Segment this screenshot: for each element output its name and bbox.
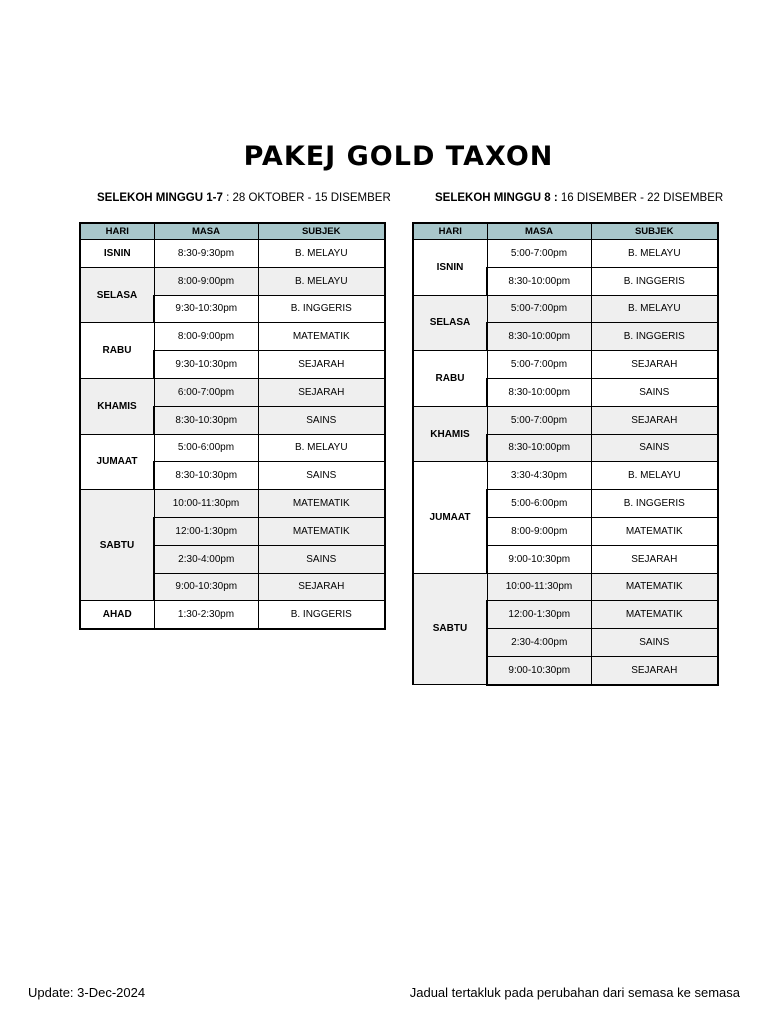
- left-schedule-table: [79, 222, 386, 630]
- page-title: PAKEJ GOLD TAXON: [243, 141, 554, 172]
- time-cell: 8:30-10:00pm: [487, 323, 591, 351]
- time-cell: 5:00-6:00pm: [154, 434, 258, 462]
- table-row: [413, 462, 718, 490]
- time-cell: 2:30-4:00pm: [487, 629, 591, 657]
- day-cell: RABU: [80, 323, 154, 379]
- subject-cell: B. MELAYU: [591, 295, 718, 323]
- header-hari: HARI: [80, 223, 154, 240]
- time-cell: 9:00-10:30pm: [154, 573, 258, 601]
- table-row: [80, 490, 385, 518]
- subject-cell: B. MELAYU: [258, 240, 385, 268]
- time-cell: 5:00-7:00pm: [487, 295, 591, 323]
- time-cell: 8:00-9:00pm: [154, 267, 258, 295]
- time-cell: 10:00-11:30pm: [487, 573, 591, 601]
- subject-cell: SEJARAH: [258, 351, 385, 379]
- table-row: [413, 406, 718, 434]
- day-cell: SABTU: [413, 573, 487, 685]
- header-hari: HARI: [413, 223, 487, 240]
- header-masa: MASA: [487, 223, 591, 240]
- subject-cell: B. MELAYU: [258, 267, 385, 295]
- time-cell: 5:00-7:00pm: [487, 351, 591, 379]
- subject-cell: MATEMATIK: [591, 601, 718, 629]
- time-cell: 10:00-11:30pm: [154, 490, 258, 518]
- time-cell: 8:30-10:00pm: [487, 378, 591, 406]
- day-cell: JUMAAT: [80, 434, 154, 490]
- time-cell: 12:00-1:30pm: [154, 517, 258, 545]
- table-row: [80, 434, 385, 462]
- subject-cell: SEJARAH: [591, 656, 718, 684]
- left-heading-dates: : 28 OKTOBER - 15 DISEMBER: [222, 192, 391, 204]
- table-header-row: [80, 223, 385, 240]
- subject-cell: MATEMATIK: [591, 517, 718, 545]
- time-cell: 8:30-10:00pm: [487, 434, 591, 462]
- time-cell: 5:00-7:00pm: [487, 240, 591, 268]
- subject-cell: SEJARAH: [591, 406, 718, 434]
- subject-cell: B. INGGERIS: [591, 490, 718, 518]
- time-cell: 9:00-10:30pm: [487, 656, 591, 684]
- header-subjek: SUBJEK: [591, 223, 718, 240]
- day-cell: RABU: [413, 351, 487, 407]
- day-cell: JUMAAT: [413, 462, 487, 573]
- subject-cell: B. INGGERIS: [258, 601, 385, 629]
- time-cell: 9:30-10:30pm: [154, 295, 258, 323]
- left-schedule-heading: [97, 192, 391, 204]
- day-cell: KHAMIS: [80, 378, 154, 434]
- time-cell: 5:00-7:00pm: [487, 406, 591, 434]
- table-row: [413, 240, 718, 268]
- day-cell: ISNIN: [80, 240, 154, 268]
- subject-cell: SAINS: [591, 434, 718, 462]
- header-masa: MASA: [154, 223, 258, 240]
- table-header-row: [413, 223, 718, 240]
- subject-cell: SAINS: [591, 629, 718, 657]
- subject-cell: SAINS: [258, 545, 385, 573]
- subject-cell: SAINS: [258, 406, 385, 434]
- time-cell: 8:00-9:00pm: [487, 517, 591, 545]
- schedule-disclaimer: Jadual tertakluk pada perubahan dari semasa ke semasa: [409, 985, 740, 1000]
- table-row: [80, 601, 385, 629]
- time-cell: 3:30-4:30pm: [487, 462, 591, 490]
- time-cell: 9:30-10:30pm: [154, 351, 258, 379]
- day-cell: SABTU: [80, 490, 154, 601]
- time-cell: 8:30-10:30pm: [154, 462, 258, 490]
- table-row: [80, 378, 385, 406]
- day-cell: KHAMIS: [413, 406, 487, 462]
- day-cell: SELASA: [413, 295, 487, 351]
- day-cell: ISNIN: [413, 240, 487, 296]
- day-cell: AHAD: [80, 601, 154, 629]
- subject-cell: B. INGGERIS: [591, 267, 718, 295]
- time-cell: 8:30-10:00pm: [487, 267, 591, 295]
- subject-cell: SAINS: [591, 378, 718, 406]
- update-date: Update: 3-Dec-2024: [28, 985, 146, 1000]
- right-schedule-table: [412, 222, 719, 686]
- subject-cell: SEJARAH: [258, 378, 385, 406]
- subject-cell: B. MELAYU: [591, 240, 718, 268]
- subject-cell: B. MELAYU: [591, 462, 718, 490]
- subject-cell: B. INGGERIS: [258, 295, 385, 323]
- time-cell: 9:00-10:30pm: [487, 545, 591, 573]
- subject-cell: MATEMATIK: [258, 517, 385, 545]
- subject-cell: MATEMATIK: [258, 323, 385, 351]
- subject-cell: SAINS: [258, 462, 385, 490]
- right-heading-label: SELEKOH MINGGU 8 :: [435, 192, 558, 204]
- subject-cell: SEJARAH: [591, 545, 718, 573]
- time-cell: 8:00-9:00pm: [154, 323, 258, 351]
- subject-cell: MATEMATIK: [258, 490, 385, 518]
- table-row: [413, 573, 718, 601]
- table-row: [80, 323, 385, 351]
- subject-cell: B. MELAYU: [258, 434, 385, 462]
- time-cell: 5:00-6:00pm: [487, 490, 591, 518]
- right-schedule-heading: [435, 192, 723, 204]
- table-row: [413, 351, 718, 379]
- day-cell: SELASA: [80, 267, 154, 323]
- right-heading-dates: 16 DISEMBER - 22 DISEMBER: [557, 192, 724, 204]
- subject-cell: B. INGGERIS: [591, 323, 718, 351]
- header-subjek: SUBJEK: [258, 223, 385, 240]
- table-row: [413, 295, 718, 323]
- time-cell: 6:00-7:00pm: [154, 378, 258, 406]
- subject-cell: MATEMATIK: [591, 573, 718, 601]
- time-cell: 8:30-10:30pm: [154, 406, 258, 434]
- left-heading-label: SELEKOH MINGGU 1-7: [97, 192, 223, 204]
- time-cell: 2:30-4:00pm: [154, 545, 258, 573]
- time-cell: 1:30-2:30pm: [154, 601, 258, 629]
- table-row: [80, 267, 385, 295]
- table-row: [80, 240, 385, 268]
- subject-cell: SEJARAH: [258, 573, 385, 601]
- time-cell: 12:00-1:30pm: [487, 601, 591, 629]
- subject-cell: SEJARAH: [591, 351, 718, 379]
- time-cell: 8:30-9:30pm: [154, 240, 258, 268]
